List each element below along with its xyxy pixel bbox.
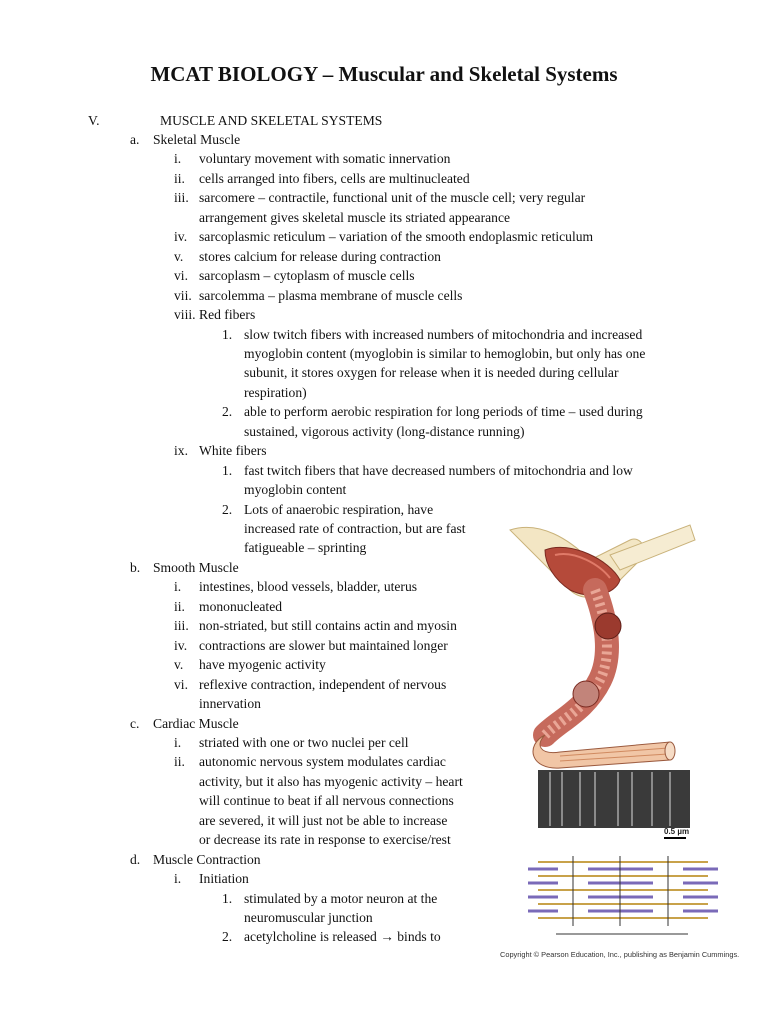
outline-text: sustained, vigorous activity (long-distance running) [244,423,525,439]
outline-text: or decrease its rate in response to exercise/rest [199,832,451,848]
outline-text: voluntary movement with somatic innervation [199,151,451,167]
outline-label: vi. [174,676,188,692]
outline-text: acetylcholine is released → binds to [244,929,441,945]
outline-label: ix. [174,443,188,459]
outline-label: ii. [174,598,185,614]
outline-text: striated with one or two nuclei per cell [199,734,409,750]
outline-text: slow twitch fibers with increased numbers of mitochondria and increased [244,326,643,342]
outline-label: viii. [174,307,196,323]
outline-text: stimulated by a motor neuron at the [244,890,438,906]
outline-label: 2. [222,404,233,420]
outline-label: iii. [174,190,189,206]
scale-label: 0.5 µm [664,827,690,836]
outline-text: sarcomere – contractile, functional unit of the muscle cell; very regular [199,190,586,206]
outline-text: have myogenic activity [199,657,326,673]
outline-label: c. [130,715,140,731]
outline-text: increased rate of contraction, but are fast [244,521,466,536]
outline-label: 1. [222,890,233,906]
outline-text: sarcoplasmic reticulum – variation of the smooth endoplasmic reticulum [199,229,594,245]
outline-text: are severed, it will just not be able to increase [199,812,448,828]
outline-text: fast twitch fibers that have decreased numbers of mitochondria and low [244,462,633,478]
outline-text: Muscle Contraction [153,851,261,867]
outline-text: reflexive contraction, independent of nervous [199,676,447,692]
outline-text: contractions are slower but maintained longer [199,637,448,653]
outline-label: iv. [174,637,188,653]
outline-text: fatigueable – sprinting [244,540,367,556]
outline-label: i. [174,871,182,887]
outline-label: 2. [222,501,233,517]
outline-text: White fibers [199,443,267,459]
outline-text: will continue to beat if all nervous connections [199,793,454,809]
outline-text: neuromuscular junction [244,910,373,925]
outline-label: a. [130,132,140,147]
outline-text: stores calcium for release during contraction [199,248,441,264]
figure-copyright: Copyright © Pearson Education, Inc., publishing as Benjamin Cummings. [500,950,740,959]
outline-text: innervation [199,696,261,712]
outline-label: v. [174,657,184,673]
outline-label: 1. [222,326,233,342]
outline-text: arrangement gives skeletal muscle its striated appearance [199,209,511,225]
outline-text: non-striated, but still contains actin and myosin [199,618,457,634]
outline-label: vii. [174,287,192,303]
outline-text: myoglobin content [244,482,347,498]
outline-text: Initiation [199,871,249,887]
outline-label: ii. [174,754,185,770]
outline-text: intestines, blood vessels, bladder, uterus [199,579,418,595]
outline-text: able to perform aerobic respiration for long periods of time – used during [244,404,643,420]
outline-text: sarcolemma – plasma membrane of muscle cells [199,287,463,303]
outline-text: cells arranged into fibers, cells are multinucleated [199,170,470,186]
outline-text: mononucleated [199,598,283,614]
outline-label: d. [130,851,141,867]
outline-text: autonomic nervous system modulates cardiac [199,754,446,770]
outline-label: iii. [174,618,189,634]
outline-text: subunit, it stores oxygen for release when it is needed during cellular [244,365,619,381]
section-numeral: V. [88,113,100,128]
outline-text: Red fibers [199,307,256,323]
outline-label: ii. [174,170,185,186]
outline-label: 2. [222,929,233,945]
outline-text: myoglobin content (myoglobin is similar to hemoglobin, but only has one [244,345,646,361]
outline-text: Lots of anaerobic respiration, have [244,501,434,517]
outline-text: Smooth Muscle [153,559,239,575]
sarcomere-diagram [528,852,718,942]
outline-label: i. [174,734,182,750]
outline-label: iv. [174,229,188,245]
outline-text: sarcoplasm – cytoplasm of muscle cells [199,268,415,284]
outline-text: Skeletal Muscle [153,132,241,147]
outline-label: i. [174,579,182,595]
document-title: MCAT BIOLOGY – Muscular and Skeletal Systems [150,62,618,86]
outline-label: vi. [174,268,188,284]
outline-label: i. [174,151,182,167]
outline-text: Cardiac Muscle [153,715,239,731]
outline-label: b. [130,559,141,575]
muscle-anatomy-figure [500,520,700,840]
outline-label: v. [174,248,184,264]
outline-label: 1. [222,462,233,478]
outline-text: activity, but it also has myogenic activity – heart [199,773,463,789]
outline-text: respiration) [244,384,307,400]
section-heading: MUSCLE AND SKELETAL SYSTEMS [160,113,383,128]
